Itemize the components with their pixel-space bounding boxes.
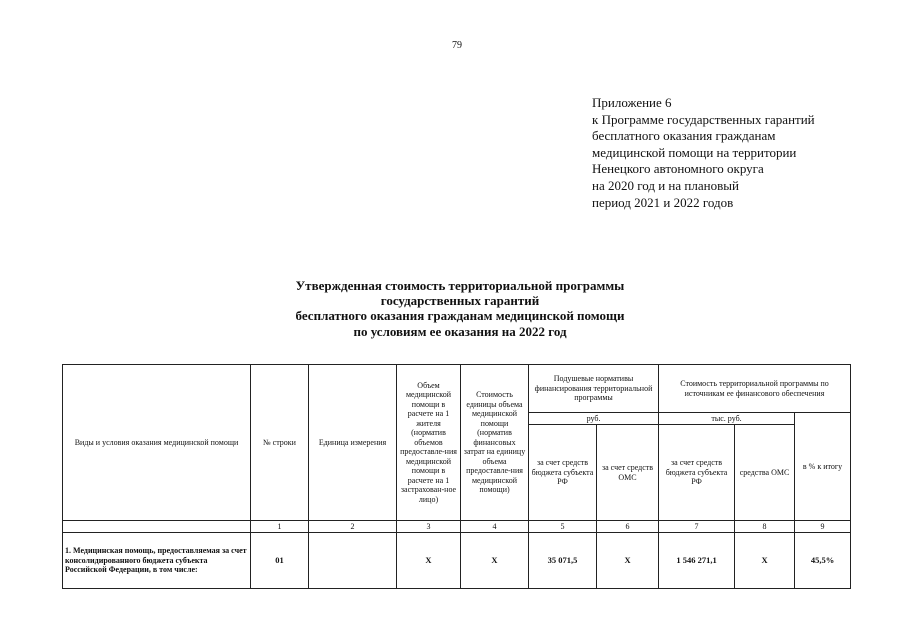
title-line: бесплатного оказания гражданам медицинской помощи xyxy=(295,308,625,324)
column-number: 5 xyxy=(529,521,597,533)
column-number: 7 xyxy=(659,521,735,533)
appendix-line: бесплатного оказания гражданам xyxy=(592,128,776,144)
document-title xyxy=(240,278,680,339)
appendix-line: к Программе государственных гарантий xyxy=(592,111,815,127)
appendix-line: Приложение 6 xyxy=(592,95,672,110)
row-unit xyxy=(309,533,397,589)
title-line: государственных гарантий xyxy=(380,293,540,309)
appendix-line: Ненецкого автономного округа xyxy=(592,161,764,177)
header-per-capita-unit: руб. xyxy=(529,413,659,425)
column-number: 8 xyxy=(735,521,795,533)
row-cost-budget: 1 546 271,1 xyxy=(659,533,735,589)
appendix-line: медицинской помощи на территории xyxy=(592,144,797,160)
cost-table xyxy=(62,364,851,589)
header-per-capita-oms: за счет средств ОМС xyxy=(597,425,659,521)
row-unit-cost: X xyxy=(461,533,529,589)
header-unit: Единица измерения xyxy=(309,365,397,521)
header-row-no: № строки xyxy=(251,365,309,521)
header-cost-budget: за счет средств бюджета субъекта РФ xyxy=(659,425,735,521)
column-number: 6 xyxy=(597,521,659,533)
row-per-capita-budget: 35 071,5 xyxy=(529,533,597,589)
row-label: 1. Медицинская помощь, предоставляемая за счет консолидированного бюджета субъекта Российской Федерации, в том числе: xyxy=(63,533,251,589)
appendix-heading xyxy=(592,95,882,211)
column-number: 2 xyxy=(309,521,397,533)
row-number: 01 xyxy=(251,533,309,589)
header-volume: Объем медицинской помощи в расчете на 1 жителя (норматив объемов предоставле-ния медицинской помощи в расчете на 1 застрахован-ное лицо) xyxy=(397,365,461,521)
header-cost-group: Стоимость территориальной программы по источникам ее финансового обеспечения xyxy=(659,365,851,413)
column-number: 3 xyxy=(397,521,461,533)
column-number: 1 xyxy=(251,521,309,533)
title-line: по условиям ее оказания на 2022 год xyxy=(353,323,567,339)
title-line: Утвержденная стоимость территориальной программы xyxy=(295,278,625,293)
column-number: 9 xyxy=(795,521,851,533)
header-cost-oms: средства ОМС xyxy=(735,425,795,521)
appendix-line: период 2021 и 2022 годов xyxy=(592,194,734,210)
appendix-line: на 2020 год и на плановый xyxy=(592,177,739,193)
header-types: Виды и условия оказания медицинской помощи xyxy=(63,365,251,521)
row-per-capita-oms: X xyxy=(597,533,659,589)
column-number: 4 xyxy=(461,521,529,533)
column-number-row xyxy=(63,521,851,533)
page-number: 79 xyxy=(452,40,462,51)
row-cost-oms: X xyxy=(735,533,795,589)
header-cost-unit: тыс. руб. xyxy=(659,413,795,425)
header-per-capita-group: Подушевые нормативы финансирования территориальной программы xyxy=(529,365,659,413)
header-unit-cost: Стоимость единицы объема медицинской помощи (норматив финансовых затрат на единицу объема предоставле-ния медицинской помощи) xyxy=(461,365,529,521)
table-row xyxy=(63,533,851,589)
header-per-capita-budget: за счет средств бюджета субъекта РФ xyxy=(529,425,597,521)
row-cost-percent: 45,5% xyxy=(795,533,851,589)
header-cost-percent: в % к итогу xyxy=(795,413,851,521)
row-volume: X xyxy=(397,533,461,589)
column-number-blank xyxy=(63,521,251,533)
